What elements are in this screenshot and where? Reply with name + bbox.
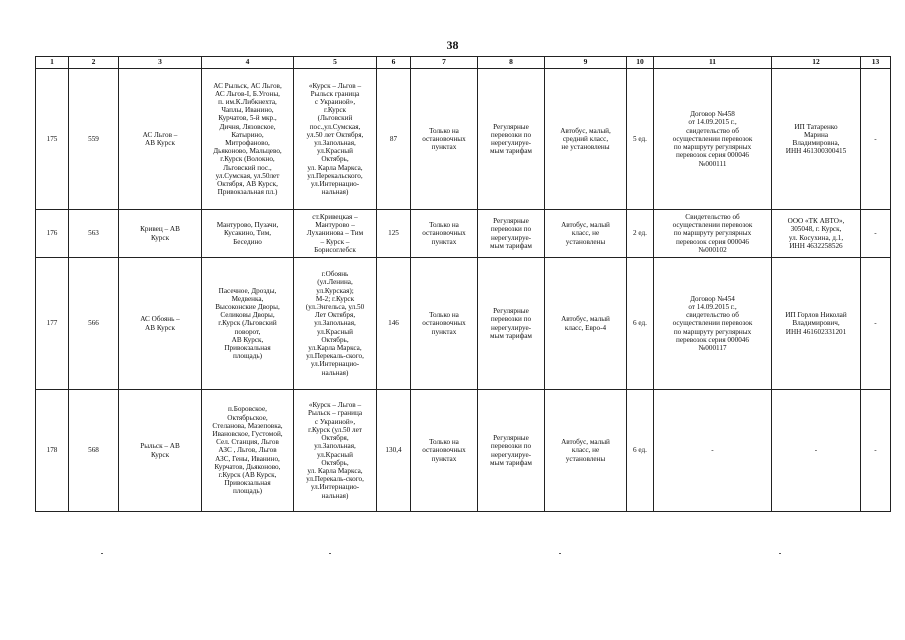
route-length: 146 <box>377 258 411 390</box>
vehicle-count: 6 ед. <box>627 390 654 512</box>
column-header: 4 <box>202 57 294 69</box>
column-header: 7 <box>411 57 478 69</box>
header-row <box>36 57 891 69</box>
intermediate-stops: Мантурово, Пузачи, Кусакино, Тим, Беседино <box>202 210 294 258</box>
intermediate-stops: п.Боровское, Октябрьское, Стеланова, Мазеповка, Ивановское, Густомой, Сел. Станция, Льгов АЗС , Льгов, Льгов АЗС, Гены, Иванино, Курчатов, Дьяконово, г.Курск (АВ Курск, Привокзальная площадь) <box>202 390 294 512</box>
vehicle-class: Автобус, малый, средний класс, не установлены <box>545 69 627 210</box>
route-name: АС Обоянь – АВ Курск <box>119 258 202 390</box>
notes: - <box>861 69 891 210</box>
contract-info: - <box>654 390 772 512</box>
vehicle-count: 6 ед. <box>627 258 654 390</box>
column-header: 2 <box>69 57 119 69</box>
contract-info: Договор №458 от 14.09.2015 г., свидетельство об осуществлении перевозок по маршруту регулярных перевозок серия 000046 №000111 <box>654 69 772 210</box>
route-length: 125 <box>377 210 411 258</box>
route-length: 87 <box>377 69 411 210</box>
vehicle-class: Автобус, малый класс, Евро-4 <box>545 258 627 390</box>
speck <box>101 553 103 554</box>
table-row <box>36 258 891 390</box>
route-number: 559 <box>69 69 119 210</box>
route-number: 568 <box>69 390 119 512</box>
speck <box>559 553 561 554</box>
carrier: ООО «ТК АВТО», 305048, г. Курск, ул. Косухина, д.1, ИНН 4632258526 <box>772 210 861 258</box>
vehicle-class: Автобус, малый класс, не установлены <box>545 210 627 258</box>
route-name: АС Льгов – АВ Курск <box>119 69 202 210</box>
vehicle-count: 5 ед. <box>627 69 654 210</box>
transport-type: Регулярные перевозки по нерегулируе- мым тарифам <box>478 210 545 258</box>
route-number: 563 <box>69 210 119 258</box>
page-number: 38 <box>446 38 459 52</box>
intermediate-stops: Пасечное, Дрозды, Медвенка, Высоконские Дворы, Селиковы Дворы, г.Курск (Льговский поворот, АВ Курск, Привокзальная площадь) <box>202 258 294 390</box>
route-index: 178 <box>36 390 69 512</box>
transport-type: Регулярные перевозки по нерегулируе- мым тарифам <box>478 69 545 210</box>
route-streets: «Курск – Льгов – Рыльск граница с Украиной», г.Курск (Льговский пос.,ул.Сумская, ул.50 лет Октября, ул.Запольная, ул.Красный Октябрь, ул. Карла Маркса, ул.Перекальского, ул.Интернацио- нальная) <box>294 69 377 210</box>
route-length: 130,4 <box>377 390 411 512</box>
route-streets: г.Обоянь (ул.Ленина, ул.Курская); М-2; г.Курск (ул.Энгельса, ул.50 Лет Октября, ул.Запольная, ул.Красный Октябрь, ул.Карла Маркса, ул.Перекаль-ского, ул.Интернацио- нальная) <box>294 258 377 390</box>
route-name: Рыльск – АВ Курск <box>119 390 202 512</box>
notes: - <box>861 258 891 390</box>
column-header: 3 <box>119 57 202 69</box>
table-row <box>36 69 891 210</box>
route-name: Кривец – АВ Курск <box>119 210 202 258</box>
contract-info: Свидетельство об осуществлении перевозок по маршруту регулярных перевозок серия 000046 №000102 <box>654 210 772 258</box>
contract-info: Договор №454 от 14.09.2015 г., свидетельство об осуществлении перевозок по маршруту регулярных перевозок серия 000046 №000117 <box>654 258 772 390</box>
column-header: 1 <box>36 57 69 69</box>
vehicle-class: Автобус, малый класс, не установлены <box>545 390 627 512</box>
scan-specks <box>0 553 905 559</box>
column-header: 6 <box>377 57 411 69</box>
route-streets: ст.Кривецкая – Мантурово – Луханинова – Тим – Курск – Борисоглебск <box>294 210 377 258</box>
transport-type: Регулярные перевозки по нерегулируе- мым тарифам <box>478 258 545 390</box>
route-index: 175 <box>36 69 69 210</box>
vehicle-count: 2 ед. <box>627 210 654 258</box>
route-streets: «Курск – Льгов – Рыльск – граница с Украиной», г.Курск (ул.50 лет Октября, ул.Запольная, ул.Красный Октябрь, ул. Карла Маркса, ул.Перекаль-ского, ул.Интернацио- нальная) <box>294 390 377 512</box>
routes-table <box>35 56 891 512</box>
boarding-procedure: Только на остановочных пунктах <box>411 69 478 210</box>
carrier: ИП Татаренко Марина Владимировна, ИНН 461300300415 <box>772 69 861 210</box>
route-index: 177 <box>36 258 69 390</box>
route-index: 176 <box>36 210 69 258</box>
carrier: - <box>772 390 861 512</box>
route-number: 566 <box>69 258 119 390</box>
column-header: 13 <box>861 57 891 69</box>
column-header: 8 <box>478 57 545 69</box>
column-header: 12 <box>772 57 861 69</box>
notes: - <box>861 210 891 258</box>
intermediate-stops: АС Рыльск, АС Льгов, АС Льгов-I, Б.Угоны, п. им.К.Либкнехта, Чаплы, Иванино, Курчатов, 5-й мкр., Дичня, Лязовское, Катырино, Митрофаново, Дьяконово, Мальцево, г.Курск (Волокно, Льговский пос., ул.Сумская, ул.50лет Октября, АВ Курск, Привокзальная пл.) <box>202 69 294 210</box>
table-row <box>36 390 891 512</box>
column-header: 9 <box>545 57 627 69</box>
carrier: ИП Горлов Николай Владимирович, ИНН 461602331201 <box>772 258 861 390</box>
table-row <box>36 210 891 258</box>
transport-type: Регулярные перевозки по нерегулируе- мым тарифам <box>478 390 545 512</box>
column-header: 5 <box>294 57 377 69</box>
column-header: 10 <box>627 57 654 69</box>
notes: - <box>861 390 891 512</box>
boarding-procedure: Только на остановочных пунктах <box>411 210 478 258</box>
speck <box>329 553 331 554</box>
column-header: 11 <box>654 57 772 69</box>
boarding-procedure: Только на остановочных пунктах <box>411 390 478 512</box>
boarding-procedure: Только на остановочных пунктах <box>411 258 478 390</box>
speck <box>779 553 781 554</box>
